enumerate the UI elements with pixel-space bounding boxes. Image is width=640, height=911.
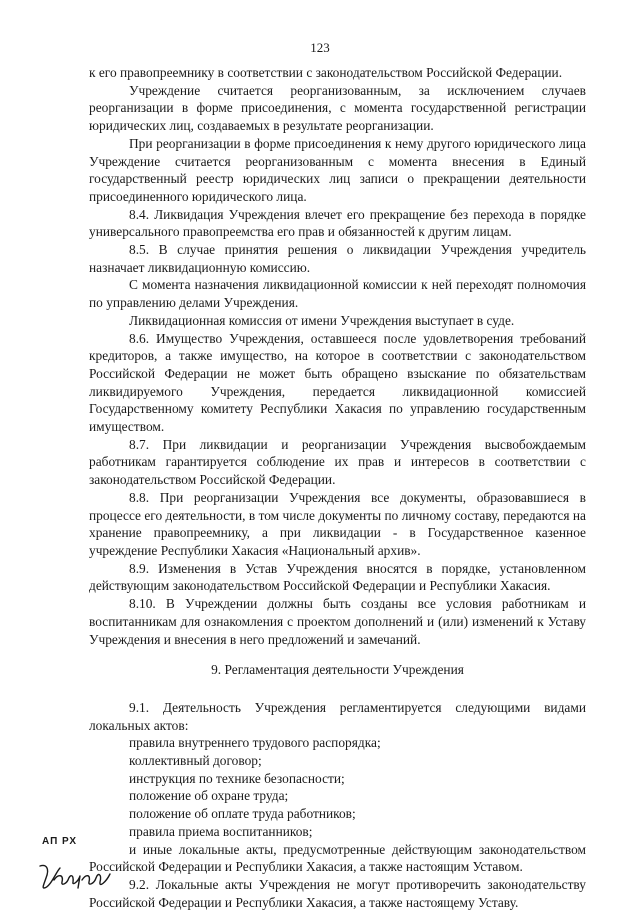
paragraph: 9.2. Локальные акты Учреждения не могут противоречить законодательству Российской Федерации и Республики Хакасия, а также настоящему Уставу. (89, 876, 586, 910)
paragraph: 8.9. Изменения в Устав Учреждения вносятся в порядке, установленном действующим законодательством Российской Федерации и Республики Хакасия. (89, 560, 586, 594)
list-item: коллективный договор; (129, 753, 262, 769)
paragraph: 8.8. При реорганизации Учреждения все документы, образовавшиеся в процессе его деятельности, в том числе документы по личному составу, передаются на хранение правопреемнику, а при ликвидации - в Государственное казенное учреждение Республики Хакасия «Национальный архив». (89, 489, 586, 558)
document-body (89, 64, 586, 911)
paragraph: 8.10. В Учреждении должны быть созданы все условия работникам и воспитанникам для ознакомления с проектом дополнений и (или) изменений к Уставу Учреждения и внесения в него предложений и замечаний. (89, 596, 586, 647)
list-item: инструкция по технике безопасности; (129, 770, 345, 786)
page-number: 123 (310, 40, 330, 55)
paragraph: При реорганизации в форме присоединения к нему другого юридического лица Учреждение считается реорганизованным с момента внесения в Единый государственный реестр юридических лиц записи о прекращении деятельности присоединенного юридического лица. (89, 135, 586, 204)
paragraph: 8.7. При ликвидации и реорганизации Учреждения высвобождаемым работникам гарантируется соблюдение их прав и интересов в соответствии с законодательством Российской Федерации. (89, 436, 586, 488)
paragraph: Ликвидационная комиссия от имени Учреждения выступает в суде. (129, 312, 515, 328)
paragraph: 8.4. Ликвидация Учреждения влечет его прекращение без перехода в порядке универсального правопреемства его прав и обязанностей к другим лицам. (89, 206, 586, 240)
paragraph: С момента назначения ликвидационной комиссии к ней переходят полномочия по управлению делами Учреждения. (89, 277, 586, 311)
section-heading: 9. Регламентация деятельности Учреждения (211, 662, 464, 678)
paragraph: 8.5. В случае принятия решения о ликвидации Учреждения учредитель назначает ликвидационную комиссию. (89, 242, 586, 275)
list-item: положение об оплате труда работников; (129, 806, 356, 822)
section-intro: 9.1. Деятельность Учреждения регламентируется следующими видами локальных актов: (89, 699, 586, 733)
list-item: положение об охране труда; (129, 788, 289, 804)
archive-mark: АП РХ (42, 836, 78, 847)
paragraph: Учреждение считается реорганизованным, за исключением случаев реорганизации в форме присоединения, с момента государственной регистрации юридических лиц, создаваемых в результате реорганизации. (89, 82, 586, 134)
paragraph: и иные локальные акты, предусмотренные действующим законодательством Российской Федерации и Республики Хакасия, а также настоящим Уставом. (89, 841, 586, 875)
paragraph: 8.6. Имущество Учреждения, оставшееся после удовлетворения требований кредиторов, а также имущество, на которое в соответствии с законодательством Российской Федерации не может быть обращено взыскание по обязательствам ликвидируемого Учреждения, передается ликвидационной комиссией Государственному комитету Республики Хакасия по управлению государственным имуществом. (89, 330, 586, 435)
paragraph: к его правопреемнику в соответствии с законодательством Российской Федерации. (89, 65, 563, 80)
list-item: правила внутреннего трудового распорядка; (129, 735, 381, 751)
list-item: правила приема воспитанников; (129, 823, 313, 839)
signature-image (36, 858, 116, 894)
